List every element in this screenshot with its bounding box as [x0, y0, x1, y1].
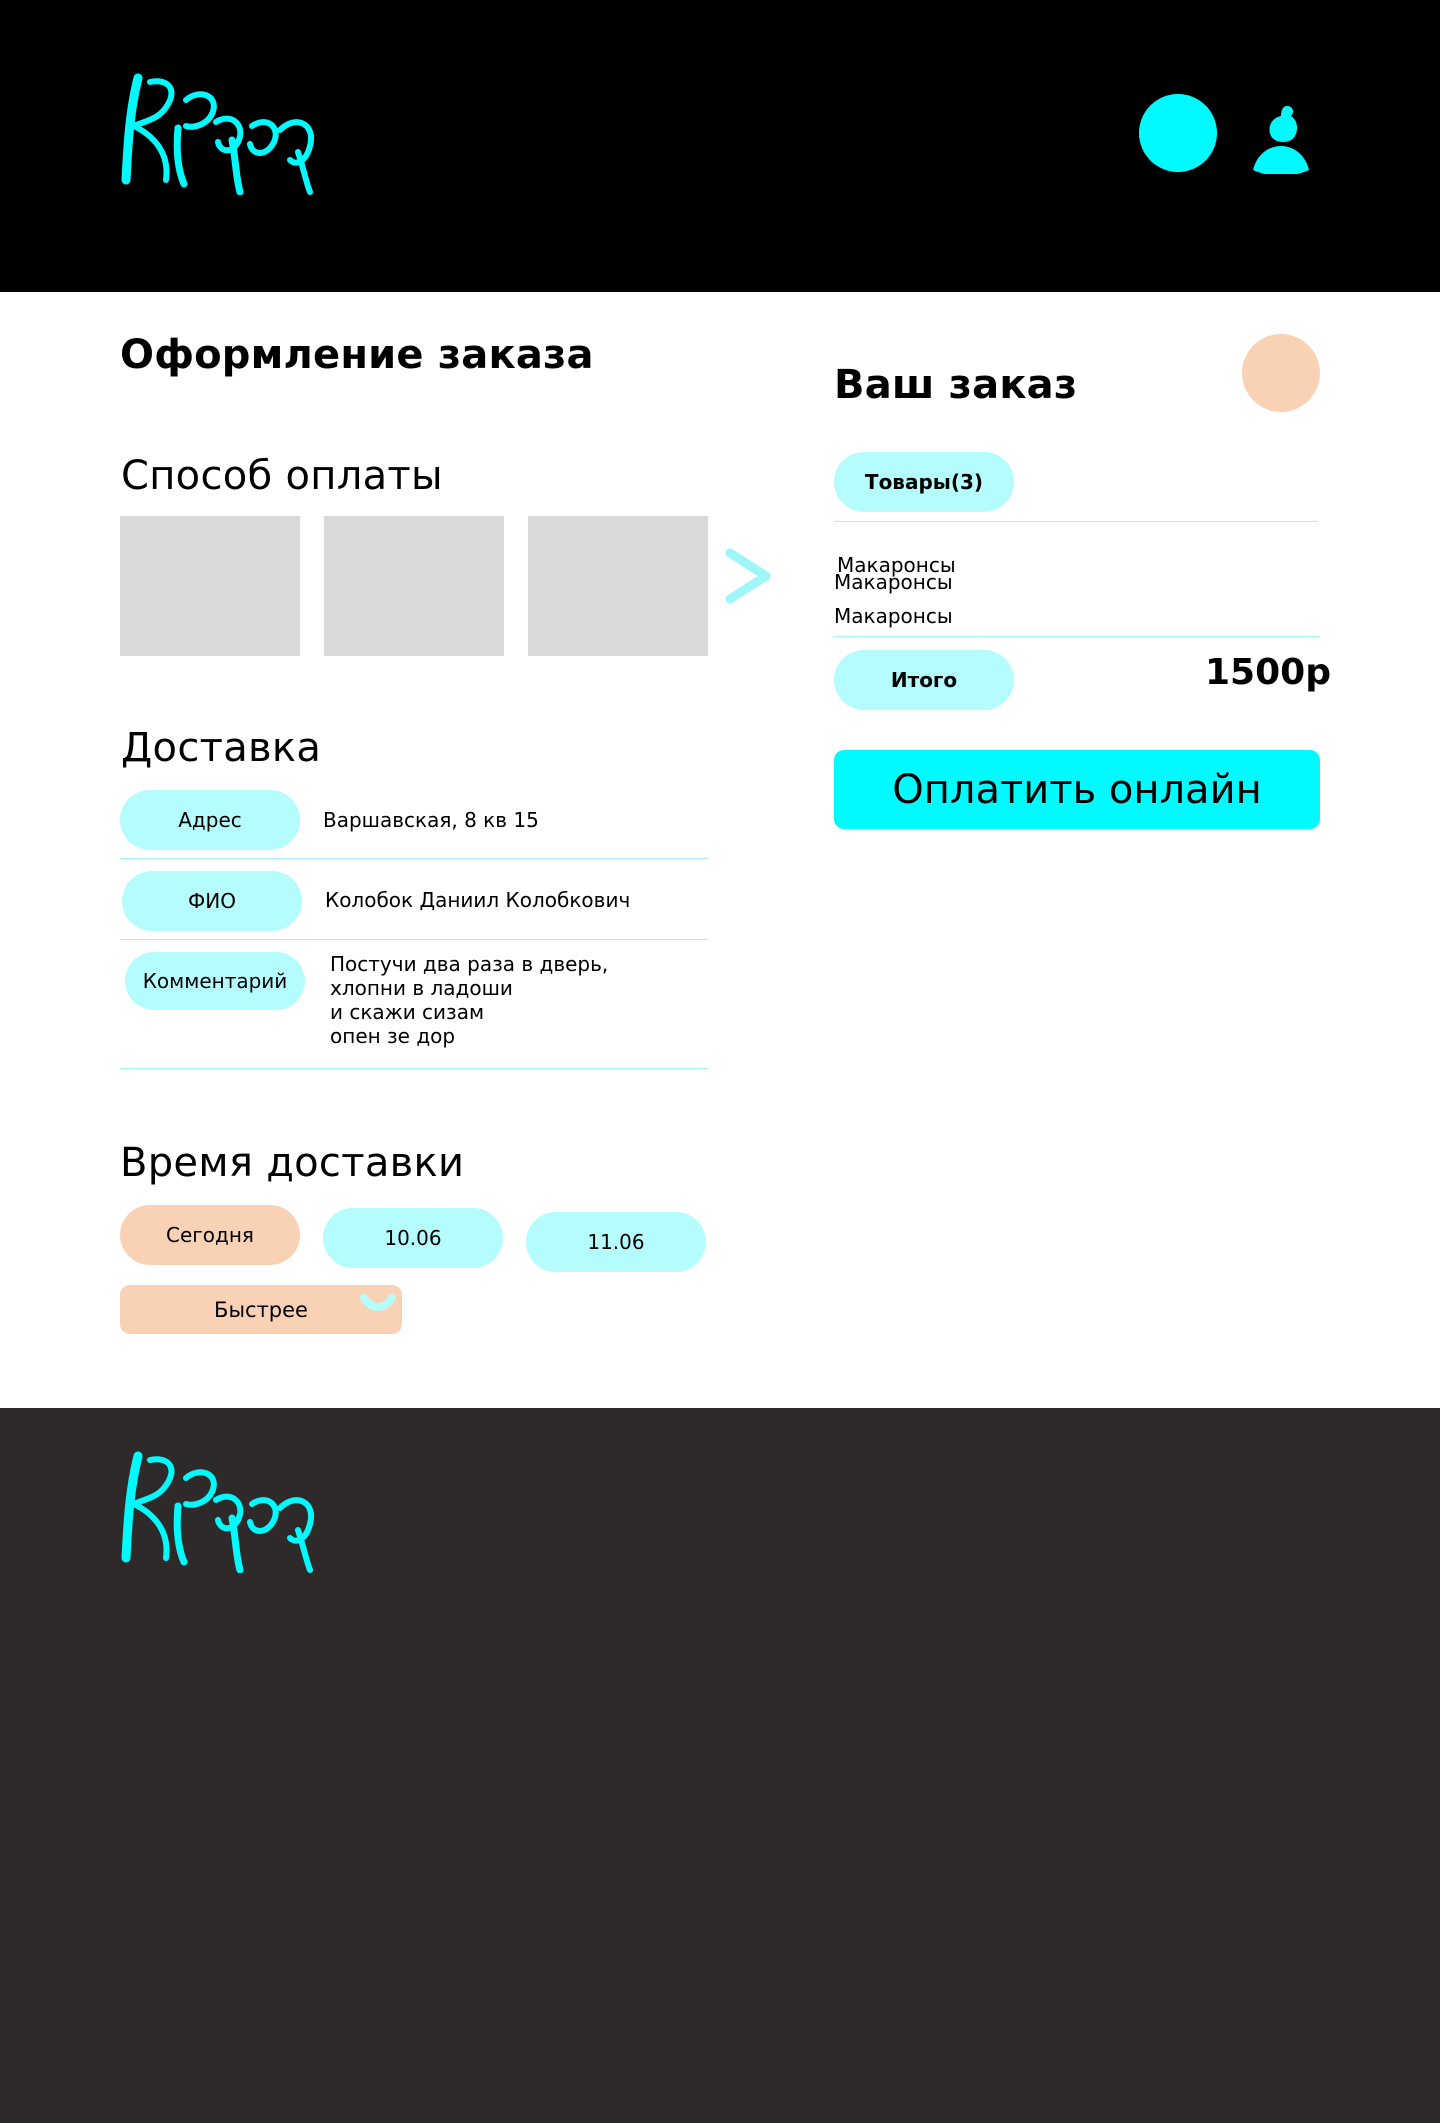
payment-method-heading: Способ оплаты — [121, 453, 443, 499]
chevron-down-icon — [358, 1293, 398, 1315]
user-profile-icon[interactable] — [1251, 104, 1311, 174]
comment-label: Комментарий — [125, 952, 305, 1010]
site-footer — [0, 1408, 1440, 2123]
order-item: Макаронсы — [834, 604, 953, 628]
site-header — [0, 0, 1440, 292]
comment-value[interactable] — [330, 952, 608, 1048]
comment-line: хлопни в ладоши — [330, 976, 513, 1000]
time-option-date-2[interactable]: 11.06 — [526, 1212, 706, 1272]
items-count-label[interactable]: Товары(3) — [834, 452, 1014, 512]
payment-method-option-3[interactable] — [528, 516, 708, 656]
delivery-speed-select[interactable] — [120, 1285, 402, 1334]
time-option-today[interactable]: Сегодня — [120, 1205, 300, 1265]
search-button[interactable] — [1139, 94, 1217, 172]
logo[interactable] — [120, 70, 325, 195]
divider — [834, 521, 1318, 522]
order-item: Макаронсы — [837, 553, 956, 577]
divider — [834, 636, 1320, 637]
pay-online-button[interactable]: Оплатить онлайн — [834, 750, 1320, 829]
comment-line: и скажи сизам — [330, 1000, 485, 1024]
name-value[interactable]: Колобок Даниил Колобкович — [325, 888, 631, 912]
address-label: Адрес — [120, 790, 300, 850]
chevron-right-icon[interactable] — [724, 547, 774, 605]
comment-line: опен зе дор — [330, 1024, 456, 1048]
delivery-time-heading: Время доставки — [120, 1140, 465, 1186]
order-heading: Ваш заказ — [834, 362, 1078, 408]
delivery-speed-value: Быстрее — [214, 1297, 308, 1322]
name-label: ФИО — [122, 871, 302, 931]
time-option-date-1[interactable]: 10.06 — [323, 1208, 503, 1268]
delivery-heading: Доставка — [121, 725, 322, 771]
total-value: 1500р — [1205, 652, 1331, 693]
divider — [120, 1068, 708, 1069]
order-badge — [1242, 334, 1320, 412]
divider — [120, 939, 708, 940]
address-value[interactable]: Варшавская, 8 кв 15 — [323, 808, 539, 832]
footer-logo[interactable] — [120, 1448, 325, 1573]
order-item: Макаронсы — [834, 570, 953, 594]
payment-method-option-1[interactable] — [120, 516, 300, 656]
comment-line: Постучи два раза в дверь, — [330, 952, 609, 976]
page-title: Оформление заказа — [120, 332, 594, 378]
divider — [120, 858, 708, 859]
total-label: Итого — [834, 650, 1014, 710]
payment-method-option-2[interactable] — [324, 516, 504, 656]
